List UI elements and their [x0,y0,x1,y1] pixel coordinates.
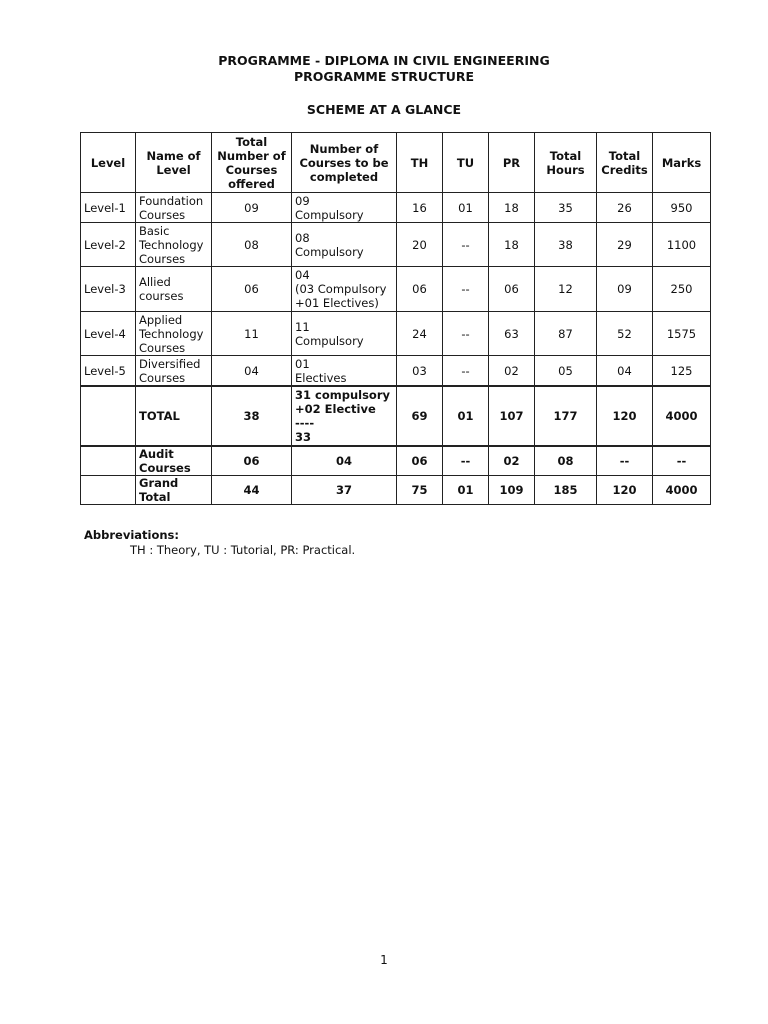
cell-text: Compulsory [295,244,364,259]
cell-hours: 35 [535,193,597,223]
total-row [81,386,711,446]
cell-offered: 06 [212,446,292,476]
cell-text: Foundation [139,193,204,208]
cell-hours: 05 [535,356,597,387]
cell-th: 69 [397,386,443,446]
cell-text: Courses [139,370,186,385]
cell-text: 04 [295,268,310,282]
cell-text: (03 Compulsory [295,282,387,296]
cell-offered: 44 [212,476,292,505]
cell-pr: 63 [489,312,535,356]
header-total-hours [535,133,597,193]
cell-tu: -- [443,356,489,387]
header-pr: PR [489,133,535,193]
cell-level [81,476,136,505]
cell-text: Electives [295,370,347,385]
cell-text: courses [139,289,184,303]
cell-text: 01 [295,356,310,371]
cell-name [136,223,212,267]
cell-offered: 04 [212,356,292,387]
cell-tu: -- [443,223,489,267]
header-text: Total [608,148,641,163]
cell-text: Courses [139,461,191,475]
cell-th: 03 [397,356,443,387]
header-text: Total [549,148,582,163]
cell-text: Courses [139,207,186,222]
cell-marks: -- [653,446,711,476]
cell-text: +02 Elective [295,402,376,416]
cell-text: Grand [139,476,179,490]
grand-total-row [81,476,711,505]
header-text: Hours [546,162,585,177]
cell-level: Level-4 [81,312,136,356]
cell-credits: 04 [597,356,653,387]
cell-hours: 12 [535,267,597,312]
cell-th: 20 [397,223,443,267]
cell-text: 31 compulsory [295,388,390,402]
header-row [81,133,711,193]
cell-text: Compulsory [295,333,364,348]
cell-complete [292,267,397,312]
cell-text: Applied [139,312,183,327]
cell-name [136,193,212,223]
header-total-credits [597,133,653,193]
cell-text: +01 Electives) [295,296,379,310]
cell-text: Compulsory [295,207,364,222]
audit-label [136,446,212,476]
header-th: TH [397,133,443,193]
cell-marks: 4000 [653,386,711,446]
header-text: Number of [309,141,379,156]
abbreviations-title: Abbreviations: [84,528,180,542]
table-row [81,267,711,312]
cell-hours: 87 [535,312,597,356]
cell-text: 11 [295,319,310,334]
cell-th: 06 [397,267,443,312]
cell-credits: 120 [597,386,653,446]
cell-pr: 02 [489,446,535,476]
cell-credits: 52 [597,312,653,356]
cell-complete: 37 [292,476,397,505]
cell-pr: 18 [489,193,535,223]
scheme-heading: SCHEME AT A GLANCE [306,102,462,117]
cell-level [81,386,136,446]
cell-th: 24 [397,312,443,356]
cell-complete [292,386,397,446]
cell-level: Level-5 [81,356,136,387]
cell-offered: 38 [212,386,292,446]
header-text: Total [235,134,268,149]
header-tu: TU [443,133,489,193]
cell-text: Total [139,490,171,504]
cell-pr: 02 [489,356,535,387]
cell-credits: 120 [597,476,653,505]
header-marks: Marks [653,133,711,193]
cell-level: Level-3 [81,267,136,312]
cell-tu: 01 [443,476,489,505]
cell-text: ---- [295,416,315,430]
cell-marks: 950 [653,193,711,223]
cell-tu: -- [443,312,489,356]
header-to-complete [292,133,397,193]
audit-row [81,446,711,476]
cell-credits: 26 [597,193,653,223]
cell-level: Level-2 [81,223,136,267]
header-text: Courses to be [299,155,389,170]
programme-structure-heading: PROGRAMME STRUCTURE [293,69,475,84]
cell-pr: 107 [489,386,535,446]
cell-text: Basic [139,223,170,238]
cell-text: 08 [295,230,310,245]
cell-hours: 185 [535,476,597,505]
header-name-of-level [136,133,212,193]
cell-complete [292,223,397,267]
cell-name [136,356,212,387]
cell-level [81,446,136,476]
cell-tu: 01 [443,386,489,446]
cell-pr: 18 [489,223,535,267]
header-level: Level [81,133,136,193]
page-number: 1 [380,953,388,967]
cell-hours: 177 [535,386,597,446]
cell-complete [292,356,397,387]
header-text: Name of [146,148,201,163]
programme-title: PROGRAMME - DIPLOMA IN CIVIL ENGINEERING [218,53,550,68]
cell-text: Diversified [139,356,201,371]
cell-hours: 38 [535,223,597,267]
scheme-table [80,132,711,505]
cell-offered: 08 [212,223,292,267]
cell-name [136,312,212,356]
table-row [81,193,711,223]
cell-offered: 06 [212,267,292,312]
cell-credits: 29 [597,223,653,267]
header-total-offered [212,133,292,193]
cell-text: 09 [295,193,310,208]
header-text: completed [309,169,379,184]
cell-text: Technology [139,326,204,341]
table-row [81,356,711,387]
cell-marks: 4000 [653,476,711,505]
cell-text: Courses [139,251,186,266]
cell-offered: 11 [212,312,292,356]
cell-complete [292,193,397,223]
cell-th: 06 [397,446,443,476]
header-text: Number of [217,148,286,163]
cell-pr: 06 [489,267,535,312]
cell-marks: 250 [653,267,711,312]
cell-text: Audit [139,447,174,461]
cell-marks: 1100 [653,223,711,267]
cell-tu: -- [443,267,489,312]
header-text: Credits [601,162,648,177]
cell-complete: 04 [292,446,397,476]
cell-text: 33 [295,430,312,444]
cell-hours: 08 [535,446,597,476]
header-text: Courses [225,162,278,177]
header-text: Level [156,162,191,177]
table-row [81,312,711,356]
cell-level: Level-1 [81,193,136,223]
abbreviations-text: TH : Theory, TU : Tutorial, PR: Practical. [130,543,356,557]
total-label: TOTAL [136,386,212,446]
cell-text: Courses [139,340,186,355]
cell-credits: -- [597,446,653,476]
cell-tu: 01 [443,193,489,223]
cell-offered: 09 [212,193,292,223]
cell-tu: -- [443,446,489,476]
cell-marks: 125 [653,356,711,387]
cell-text: Allied [139,275,171,289]
cell-complete [292,312,397,356]
header-text: offered [228,176,275,191]
cell-name [136,267,212,312]
grand-total-label [136,476,212,505]
cell-th: 75 [397,476,443,505]
cell-credits: 09 [597,267,653,312]
cell-th: 16 [397,193,443,223]
table-row [81,223,711,267]
cell-pr: 109 [489,476,535,505]
cell-marks: 1575 [653,312,711,356]
cell-text: Technology [139,237,204,252]
